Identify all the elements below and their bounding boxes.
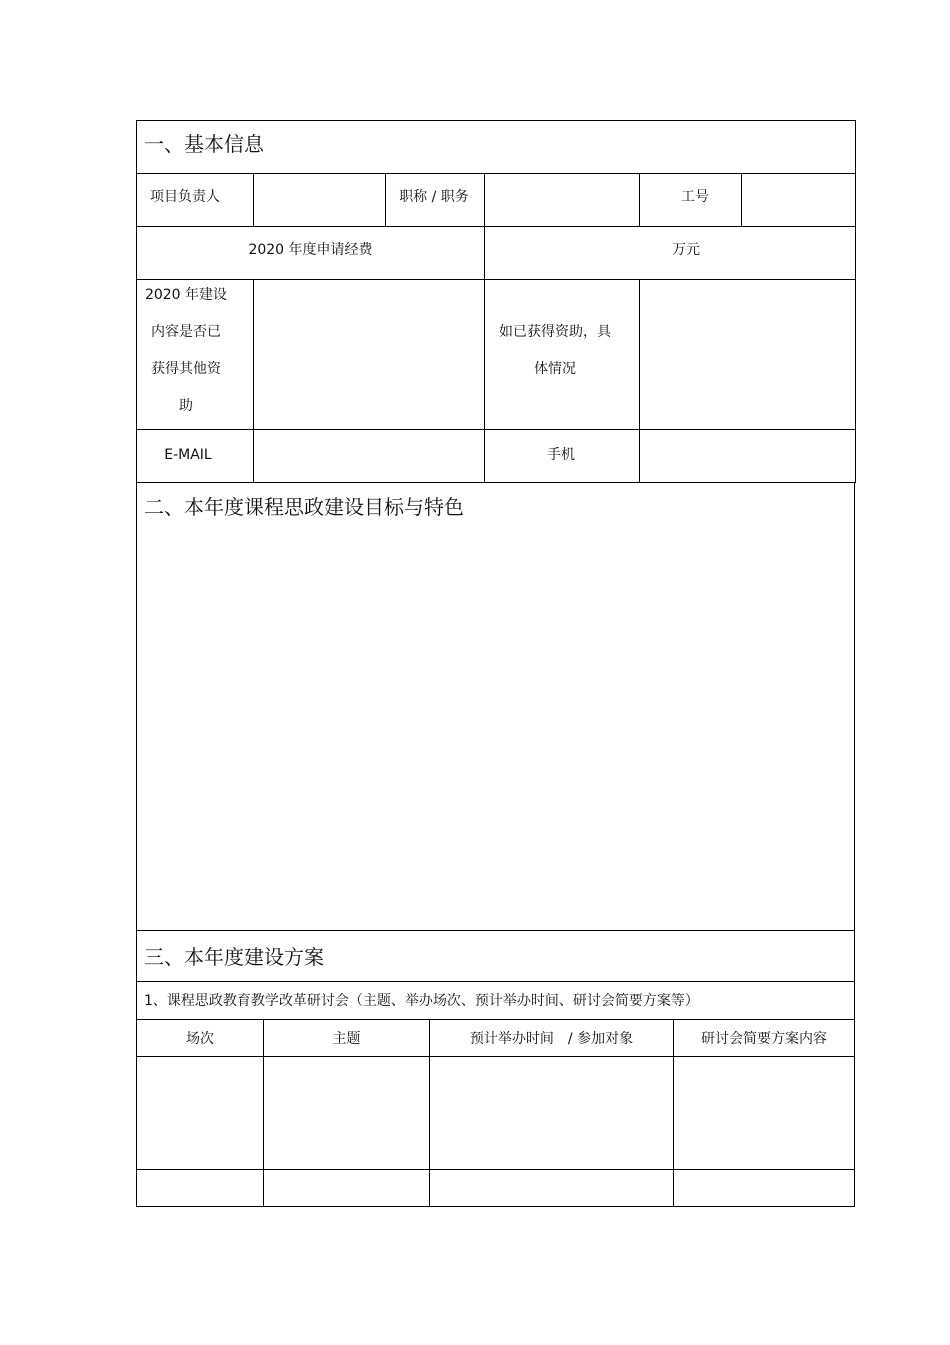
other-funding-field[interactable] xyxy=(255,281,483,428)
table-header-plan: 研讨会简要方案内容 xyxy=(701,1031,827,1047)
line-table-head-bottom xyxy=(136,1056,854,1057)
table-cell[interactable] xyxy=(431,1058,672,1168)
title-position-label: 职称 / 职务 xyxy=(399,189,469,205)
line-v-row3-a xyxy=(253,279,254,483)
project-leader-field[interactable] xyxy=(255,175,384,226)
other-funding-label-line: 助 xyxy=(179,398,193,414)
table-cell[interactable] xyxy=(265,1171,428,1205)
line-v-row3-c xyxy=(639,279,640,483)
other-funding-label-line: 2020 年建设 xyxy=(144,287,228,303)
line-section3-top xyxy=(136,930,854,931)
funding-details-label-line: 体情况 xyxy=(534,361,576,377)
other-funding-label-line: 获得其他资 xyxy=(151,361,221,377)
line-sub1 xyxy=(136,981,854,982)
line-row2 xyxy=(136,226,856,227)
funding-details-label-line: 如已获得资助，具 xyxy=(499,324,611,340)
title-position-field[interactable] xyxy=(486,175,638,226)
line-row3 xyxy=(136,279,856,280)
phone-field[interactable] xyxy=(641,431,854,482)
table-cell[interactable] xyxy=(675,1058,853,1168)
section2-content-area[interactable] xyxy=(140,525,850,925)
section1-title: 一、基本信息 xyxy=(144,132,264,156)
line-table-head-top xyxy=(136,1019,854,1020)
table-header-session: 场次 xyxy=(186,1031,214,1047)
table-cell[interactable] xyxy=(265,1058,428,1168)
line-top xyxy=(136,120,856,121)
line-right-lower xyxy=(854,482,855,1207)
line-v-row1-a xyxy=(253,173,254,227)
section3-title: 三、本年度建设方案 xyxy=(144,945,324,969)
funding-details-field[interactable] xyxy=(641,281,854,428)
funding-details-label xyxy=(485,314,625,388)
email-label: E-MAIL xyxy=(164,447,212,463)
line-right-upper xyxy=(855,120,856,483)
budget-label: 2020 年度申请经费 xyxy=(248,242,373,258)
project-leader-label: 项目负责人 xyxy=(150,189,220,205)
other-funding-label xyxy=(137,277,235,425)
other-funding-label-line: 内容是否已 xyxy=(151,324,221,340)
section2-title: 二、本年度课程思政建设目标与特色 xyxy=(144,495,464,519)
line-v-table-c xyxy=(673,1019,674,1207)
table-cell[interactable] xyxy=(138,1058,262,1168)
sub1-title: 1、课程思政教育教学改革研讨会（主题、举办场次、预计举办时间、研讨会简要方案等） xyxy=(144,993,699,1009)
line-v-table-a xyxy=(263,1019,264,1207)
line-row5 xyxy=(136,482,856,483)
table-header-time-audience: 预计举办时间 / 参加对象 xyxy=(469,1031,634,1047)
line-v-table-b xyxy=(429,1019,430,1207)
table-cell[interactable] xyxy=(138,1171,262,1205)
budget-unit: 万元 xyxy=(672,242,700,258)
table-cell[interactable] xyxy=(675,1171,853,1205)
line-row1 xyxy=(136,173,856,174)
phone-label: 手机 xyxy=(547,447,575,463)
email-field[interactable] xyxy=(255,431,483,482)
staff-id-label: 工号 xyxy=(681,189,709,205)
line-table-row1-bottom xyxy=(136,1169,854,1170)
table-header-topic: 主题 xyxy=(332,1031,361,1047)
table-cell[interactable] xyxy=(431,1171,672,1205)
line-bottom xyxy=(136,1206,854,1207)
line-row4 xyxy=(136,429,856,430)
staff-id-field[interactable] xyxy=(743,175,854,226)
